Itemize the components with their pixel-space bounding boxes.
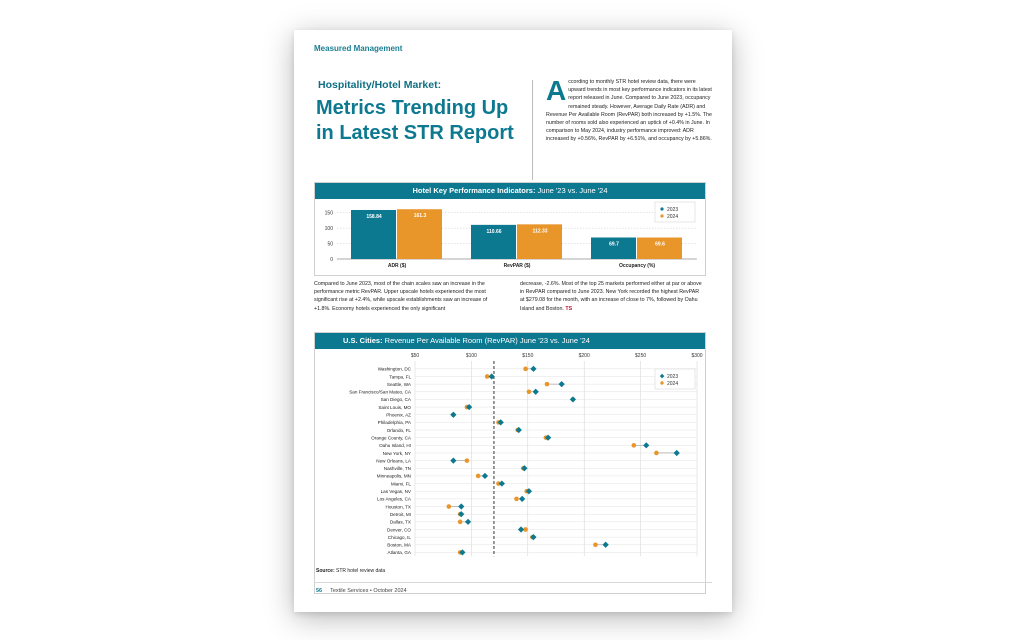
kpi-ytick-label: 0 [330,257,333,263]
city-point-2023 [450,412,456,418]
source-label: Source: [316,568,335,574]
city-point-2023 [499,480,505,486]
footer-text: Textile Services • October 2024 [330,588,407,594]
city-point-2023 [533,389,539,395]
city-name-label: Minneapolis, MN [376,473,411,479]
city-point-2023 [530,366,536,372]
kpi-ytick-label: 50 [327,241,333,248]
city-point-2023 [521,465,527,471]
city-point-2024 [458,520,463,525]
kpi-title-bold: Hotel Key Performance Indicators: [412,186,536,195]
drop-cap: A [546,75,567,106]
kpi-category-label: RevPAR ($) [503,263,531,269]
intro-text: ccording to monthly STR hotel review data, there were upward trends in most key performance indicators in its latest report released in June. Compared to June 2023, occupancy remained steady. However, Average Daily Rate (ADR) and Revenue Per Available Room (RevPAR) both increased by +1.5%. The number of rooms sold also experienced an uptick of +0.4% in June. In comparison to May 2024, industry performance improved: ADR increased by +0.56%, RevPAR by +6.51%, and occupancy by +5.86%. [546,79,712,143]
revpar-chart-title [315,333,705,349]
city-xtick-label: $300 [691,353,703,359]
city-xtick-label: $250 [635,353,647,359]
city-point-2024 [523,367,528,372]
city-name-label: Boston, MA [387,542,411,548]
city-name-label: Philadelphia, PA [377,420,411,426]
city-name-label: Atlanta, GA [387,550,411,556]
column-divider [532,80,533,180]
city-name-label: New York, NY [382,450,411,456]
city-name-label: Phoenix, AZ [386,412,411,418]
kpi-bar-value-label: 112.33 [532,228,548,235]
kpi-bar-value-label: 110.66 [486,228,502,235]
kpi-bar-value-label: 158.84 [366,213,382,220]
kpi-legend-swatch [660,207,663,210]
city-name-label: Houston, TX [385,504,411,510]
magazine-page [294,30,732,612]
city-name-label: Saint Louis, MO [378,404,411,410]
city-name-label: Seattle, WA [386,381,411,387]
city-point-2023 [465,519,471,525]
revpar-dot-chart [315,349,705,569]
city-legend-label: 2024 [667,381,679,387]
city-point-2023 [643,442,649,448]
kpi-bar-value-label: 69.6 [655,241,665,248]
kpi-chart-panel [314,182,706,276]
city-name-label: Tampa, FL [389,374,411,380]
city-point-2024 [465,458,470,463]
body-left-column: Compared to June 2023, most of the chain scales saw an increase in the performance metric RevPAR. Upper upscale hotels experienced the most significant rise at +2.4%, while upscale establishments saw an increase of +1.8%. Economy hotels experienced the only significant [314,281,488,312]
kpi-legend-label: 2023 [667,207,679,213]
page-number: 56 [316,588,323,594]
intro-paragraph [546,75,712,144]
city-point-2024 [654,451,659,456]
city-name-label: Washington, DC [377,366,411,372]
city-xtick-label: $50 [410,353,420,359]
city-name-label: Chicago, IL [387,534,411,540]
city-point-2024 [593,542,598,547]
footer-rule [314,582,712,583]
city-point-2024 [447,504,452,509]
body-right-column [520,280,702,313]
city-point-2023 [458,511,464,517]
city-name-label: Orange County, CA [371,435,411,441]
kpi-legend-label: 2024 [667,214,679,220]
city-point-2024 [514,497,519,502]
city-name-label: Los Angeles, CA [377,496,411,502]
city-xtick-label: $150 [522,353,534,359]
source-text: STR hotel review data [334,568,386,574]
city-point-2024 [545,382,550,387]
city-name-label: Las Vegas, NV [380,489,411,495]
section-label: Measured Management [314,44,403,53]
city-point-2023 [518,526,524,532]
kpi-bar-chart [315,199,705,274]
city-name-label: Miami, FL [390,481,411,487]
city-name-label: Detroit, MI [389,511,411,517]
city-name-label: Oahu Island, HI [379,443,411,449]
city-point-2024 [527,389,532,394]
kpi-chart-title [315,183,705,199]
city-point-2023 [530,534,536,540]
city-point-2023 [482,473,488,479]
body-right-text: decrease, -2.6%. Most of the top 25 markets performed either at par or above in RevPAR compared to June 2023. New York recorded the highest RevPAR at $279.08 for the month, with an increase of close to 7%, followed by Oahu Island and Boston. [520,281,702,312]
cities-title-rest: Revenue Per Available Room (RevPAR) June '23 vs. June '24 [382,336,590,345]
cities-title-bold: U.S. Cities: [343,336,383,345]
kpi-legend-swatch [660,214,663,217]
city-xtick-label: $100 [465,353,477,359]
kpi-category-label: Occupancy (%) [618,263,656,269]
kpi-bar-value-label: 69.7 [609,241,619,248]
city-point-2023 [674,450,680,456]
city-name-label: San Diego, CA [380,397,411,403]
city-name-label: San Francisco/San Mateo, CA [349,389,411,395]
kpi-bar-value-label: 161.3 [413,213,427,220]
city-legend-swatch [660,381,663,384]
city-point-2023 [603,542,609,548]
city-name-label: New Orleans, LA [376,458,411,464]
article-kicker: Hospitality/Hotel Market: [318,79,442,91]
chart-source [316,568,385,574]
city-name-label: Nashville, TN [383,466,411,472]
city-point-2023 [458,503,464,509]
revpar-chart-panel [314,332,706,594]
city-point-2023 [570,396,576,402]
city-point-2024 [476,474,481,479]
end-mark: TS [565,305,573,312]
kpi-ytick-label: 100 [324,226,333,233]
kpi-category-label: ADR ($) [387,263,407,269]
city-name-label: Orlando, FL [386,427,411,433]
article-headline: Metrics Trending Up in Latest STR Report [316,97,514,144]
kpi-title-rest: June '23 vs. June '24 [535,186,608,195]
city-point-2023 [519,496,525,502]
city-name-label: Dallas, TX [389,519,411,525]
page-footer [316,588,407,594]
city-point-2023 [450,458,456,464]
city-point-2024 [632,443,637,448]
city-point-2023 [559,381,565,387]
city-point-2023 [516,427,522,433]
city-xtick-label: $200 [578,353,590,359]
city-legend-label: 2023 [667,374,679,380]
city-name-label: Denver, CO [387,527,411,533]
kpi-ytick-label: 150 [324,210,333,217]
